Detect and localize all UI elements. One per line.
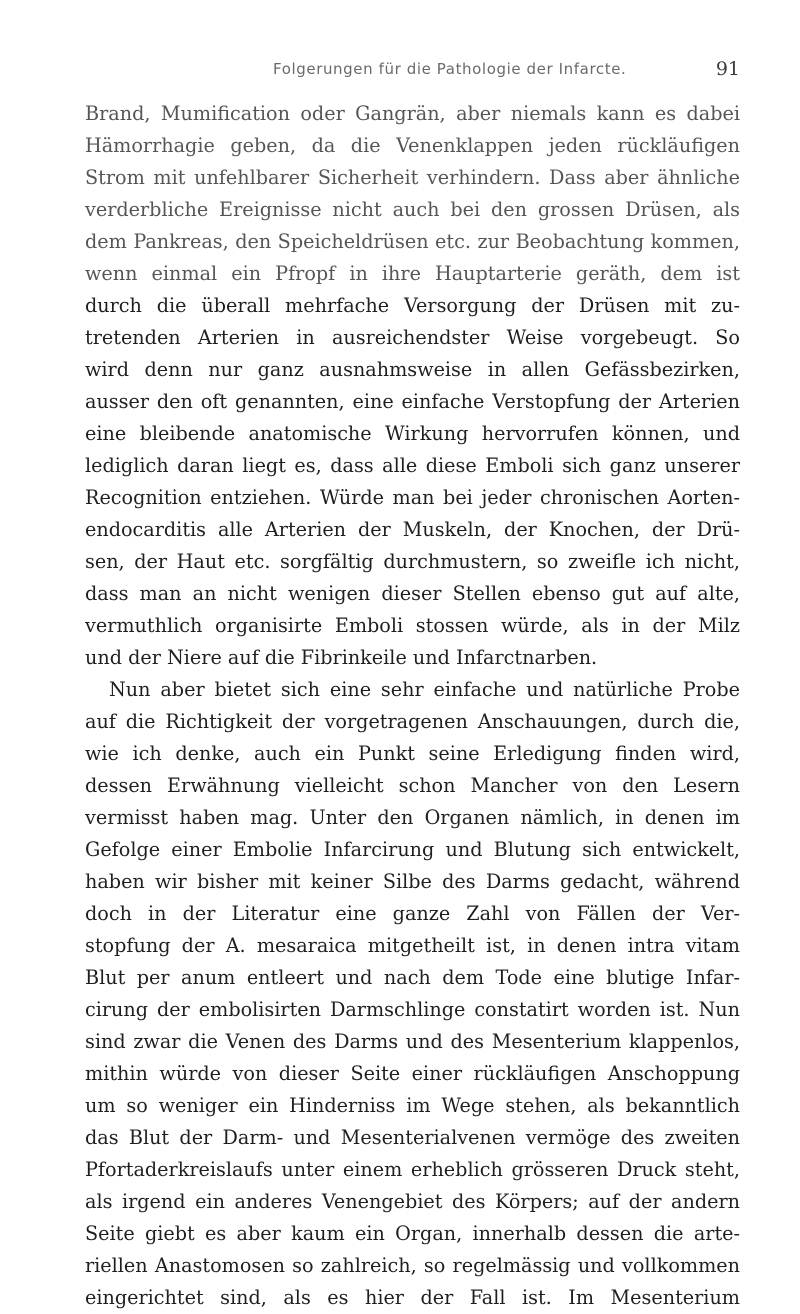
text-line: vermuthlich organisirte Emboli stossen würde, als in der Milz: [85, 614, 740, 637]
text-line: Pfortaderkreislaufs unter einem erheblich grösseren Druck steht,: [85, 1158, 740, 1181]
text-line: das Blut der Darm- und Mesenterialvenen vermöge des zweiten: [85, 1126, 740, 1149]
text-line: tretenden Arterien in ausreichendster Weise vorgebeugt. So: [85, 326, 740, 349]
page-number: 91: [715, 58, 740, 80]
text-line: als irgend ein anderes Venengebiet des Körpers; auf der andern: [85, 1190, 740, 1213]
text-line: Gefolge einer Embolie Infarcirung und Blutung sich entwickelt,: [85, 838, 740, 861]
paragraph: [85, 674, 740, 1314]
text-line: wie ich denke, auch ein Punkt seine Erledigung finden wird,: [85, 742, 740, 765]
text-line: haben wir bisher mit keiner Silbe des Darms gedacht, während: [85, 870, 740, 893]
body-text: [85, 98, 740, 1314]
text-line: cirung der embolisirten Darmschlinge constatirt worden ist. Nun: [85, 998, 740, 1021]
text-line: um so weniger ein Hinderniss im Wege stehen, als bekanntlich: [85, 1094, 740, 1117]
text-line: eingerichtet sind, als es hier der Fall ist. Im Mesenterium: [85, 1286, 740, 1309]
text-line: Brand, Mumification oder Gangrän, aber niemals kann es dabei: [85, 102, 740, 125]
book-page: [85, 58, 740, 1314]
text-line: mithin würde von dieser Seite einer rückläufigen Anschoppung: [85, 1062, 740, 1085]
text-line: dem Pankreas, den Speicheldrüsen etc. zur Beobachtung kommen,: [85, 230, 740, 253]
text-line: stopfung der A. mesaraica mitgetheilt ist, in denen intra vitam: [85, 934, 740, 957]
text-line: ausser den oft genannten, eine einfache Verstopfung der Arterien: [85, 390, 740, 413]
text-line: Recognition entziehen. Würde man bei jeder chronischen Aorten-: [85, 486, 740, 509]
text-line: wird denn nur ganz ausnahmsweise in allen Gefässbezirken,: [85, 358, 740, 381]
text-line: Strom mit unfehlbarer Sicherheit verhindern. Dass aber ähnliche: [85, 166, 740, 189]
text-line: Seite giebt es aber kaum ein Organ, innerhalb dessen die arte-: [85, 1222, 740, 1245]
text-line: dass man an nicht wenigen dieser Stellen ebenso gut auf alte,: [85, 582, 740, 605]
text-line: sen, der Haut etc. sorgfältig durchmustern, so zweifle ich nicht,: [85, 550, 740, 573]
text-line: durch die überall mehrfache Versorgung der Drüsen mit zu-: [85, 294, 740, 317]
text-line: und der Niere auf die Fibrinkeile und Infarctnarben.: [85, 646, 598, 669]
text-line: verderbliche Ereignisse nicht auch bei den grossen Drüsen, als: [85, 198, 740, 221]
text-line: Blut per anum entleert und nach dem Tode eine blutige Infar-: [85, 966, 740, 989]
running-head: [85, 58, 740, 98]
text-line: lediglich daran liegt es, dass alle diese Emboli sich ganz unserer: [85, 454, 740, 477]
text-line: wenn einmal ein Pfropf in ihre Hauptarterie geräth, dem ist: [85, 262, 740, 285]
text-line: auf die Richtigkeit der vorgetragenen Anschauungen, durch die,: [85, 710, 740, 733]
text-line: sind zwar die Venen des Darms und des Mesenterium klappenlos,: [85, 1030, 740, 1053]
text-line: vermisst haben mag. Unter den Organen nämlich, in denen im: [85, 806, 740, 829]
running-title: Folgerungen für die Pathologie der Infarcte.: [273, 60, 627, 78]
text-line: endocarditis alle Arterien der Muskeln, der Knochen, der Drü-: [85, 518, 740, 541]
text-line: Nun aber bietet sich eine sehr einfache und natürliche Probe: [109, 678, 740, 701]
paragraph: [85, 98, 740, 674]
text-line: Hämorrhagie geben, da die Venenklappen jeden rückläufigen: [85, 134, 740, 157]
text-line: doch in der Literatur eine ganze Zahl von Fällen der Ver-: [85, 902, 740, 925]
text-line: riellen Anastomosen so zahlreich, so regelmässig und vollkommen: [85, 1254, 740, 1277]
text-line: eine bleibende anatomische Wirkung hervorrufen können, und: [85, 422, 740, 445]
text-line: dessen Erwähnung vielleicht schon Mancher von den Lesern: [85, 774, 740, 797]
